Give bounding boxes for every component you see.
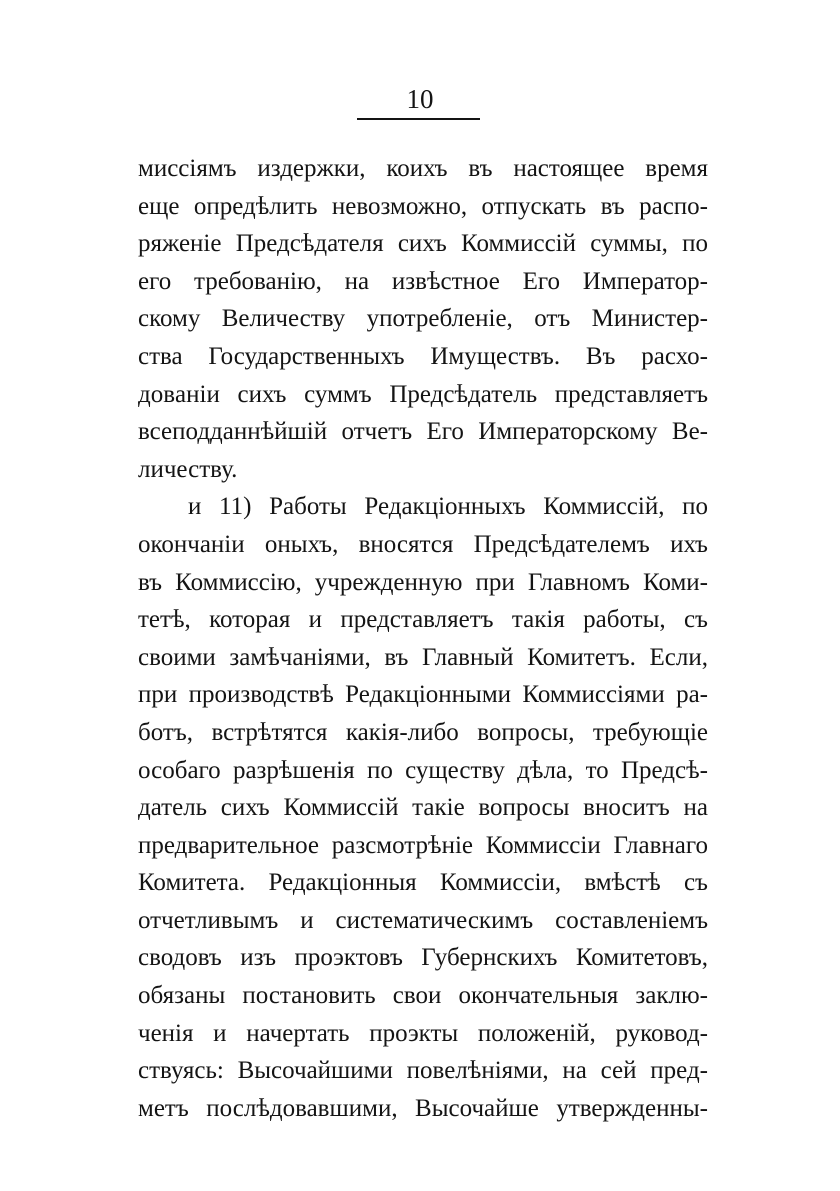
paragraph-start-line: и 11) Работы Редакціонныхъ Коммиссій, по [188,493,708,521]
text-line: ствуясь: Высочайшими повелѣніями, на сей пред- [138,1057,708,1085]
page-number: 10 [406,84,434,114]
text-line: тетѣ, которая и представляетъ такія работы, съ [138,606,708,634]
text-line: ства Государственныхъ Имуществъ. Въ расхо- [138,342,708,370]
text-line: отчетливымъ и систематическимъ составленіемъ [138,906,708,934]
text-line: Комитета. Редакціонныя Коммиссіи, вмѣстѣ съ [138,869,708,897]
text-line: ботъ, встрѣтятся какія-либо вопросы, требующіе [138,718,708,746]
text-line: скому Величеству употребленіе, отъ Министер- [138,305,708,333]
text-line: довaніи сихъ суммъ Предсѣдатель представляетъ [138,380,708,408]
text-line: въ Коммиссію, учрежденную при Главномъ Коми- [138,568,708,596]
body-text [138,150,708,1127]
text-line: его требованію, на извѣстное Его Император- [138,267,708,295]
text-line: миссіямъ издержки, коихъ въ настоящее время [138,155,708,182]
text-line: метъ послѣдовавшими, Высочайше утвержденны- [138,1094,708,1122]
text-line: предварительное разсмотрѣніе Коммиссіи Главнаго [138,831,708,859]
text-line: еще опредѣлить невозможно, отпускать въ распо- [138,192,708,220]
text-line: ченія и начертать проэкты положеній, руковод- [138,1019,708,1047]
text-line: всеподданнѣйшій отчетъ Его Императорскому Ве- [138,418,708,446]
text-line: ряженіе Предсѣдателя сихъ Коммиссій суммы, по [138,230,708,258]
text-line: при производствѣ Редакціонными Коммиссіями ра- [138,681,708,709]
text-line: окончаніи оныхъ, вносятся Предсѣдателемъ ихъ [138,530,708,558]
text-line: датель сихъ Коммиссій такіе вопросы вноситъ на [138,794,708,822]
text-line: сводовъ изъ проэктовъ Губернскихъ Комитетовъ, [138,944,708,972]
text-line: особаго разрѣшенія по существу дѣла, то Предсѣ- [138,756,708,784]
paragraph-end-line: личеству. [138,455,238,483]
text-line: своими замѣчаніями, въ Главный Комитетъ. Если, [138,643,708,671]
header-rule [357,118,480,120]
text-line: обязаны постановить свои окончательныя заклю- [138,982,708,1010]
